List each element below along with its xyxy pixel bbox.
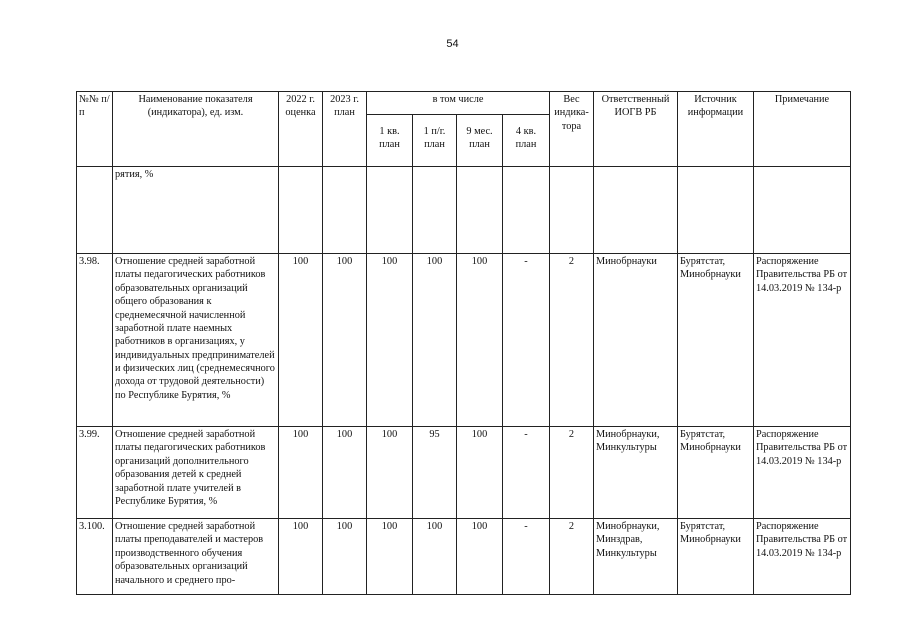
header-2022: 2022 г. оценка — [279, 92, 323, 167]
cell-9m: 100 — [457, 519, 503, 595]
cell-responsible: Минобрнауки — [594, 254, 678, 427]
cell-h1 — [413, 167, 457, 254]
cell-source — [678, 167, 754, 254]
cell-2022: 100 — [279, 254, 323, 427]
cell-name: Отношение средней заработной платы педагогических работников организаций дополнительного образования детей к средней заработной плате учителей в Республике Бурятия, % — [113, 427, 279, 519]
header-row-main — [77, 92, 851, 115]
cell-num: 3.98. — [77, 254, 113, 427]
cell-q4 — [503, 167, 550, 254]
header-name: Наименование показателя (индикатора), ед. изм. — [113, 92, 279, 167]
cell-q4: - — [503, 519, 550, 595]
cell-q4: - — [503, 254, 550, 427]
header-source: Источник информации — [678, 92, 754, 167]
table-row — [77, 427, 851, 519]
header-9m: 9 мес. план — [457, 115, 503, 167]
table-row — [77, 519, 851, 595]
cell-q1: 100 — [367, 519, 413, 595]
cell-2022: 100 — [279, 427, 323, 519]
page-number: 54 — [446, 38, 459, 50]
header-2023: 2023 г. план — [323, 92, 367, 167]
cell-h1: 100 — [413, 254, 457, 427]
cell-weight — [550, 167, 594, 254]
cell-note: Распоряжение Правительства РБ от 14.03.2019 № 134-р — [754, 427, 851, 519]
header-responsible: Ответственный ИОГВ РБ — [594, 92, 678, 167]
cell-responsible: Минобрнауки, Минкультуры — [594, 427, 678, 519]
cell-9m — [457, 167, 503, 254]
cell-9m: 100 — [457, 427, 503, 519]
cell-9m: 100 — [457, 254, 503, 427]
cell-2023: 100 — [323, 254, 367, 427]
cell-source: Бурятстат, Минобрнауки — [678, 254, 754, 427]
cell-2023: 100 — [323, 519, 367, 595]
cell-name: Отношение средней заработной платы преподавателей и мастеров производственного обучения образовательных организаций начального и среднего про- — [113, 519, 279, 595]
cell-num: 3.100. — [77, 519, 113, 595]
cell-source: Бурятстат, Минобрнауки — [678, 519, 754, 595]
header-num: №№ п/п — [77, 92, 113, 167]
cell-responsible — [594, 167, 678, 254]
cell-source: Бурятстат, Минобрнауки — [678, 427, 754, 519]
header-note: Примечание — [754, 92, 851, 167]
cell-2023 — [323, 167, 367, 254]
cell-2022: 100 — [279, 519, 323, 595]
cell-2023: 100 — [323, 427, 367, 519]
cell-q1: 100 — [367, 254, 413, 427]
cell-2022 — [279, 167, 323, 254]
cell-note — [754, 167, 851, 254]
indicators-table — [76, 91, 851, 595]
cell-q1: 100 — [367, 427, 413, 519]
header-q4: 4 кв. план — [503, 115, 550, 167]
header-q1: 1 кв. план — [367, 115, 413, 167]
table-row — [77, 254, 851, 427]
table-row — [77, 167, 851, 254]
cell-q4: - — [503, 427, 550, 519]
cell-note: Распоряжение Правительства РБ от 14.03.2019 № 134-р — [754, 254, 851, 427]
cell-name: Отношение средней заработной платы педагогических работников образовательных организаций общего образования к среднемесячной начисленной заработной плате наемных работников в организациях, у индивидуальных предпринимателей и физических лиц (среднемесячного дохода от трудовой деятельности) по Республике Бурятия, % — [113, 254, 279, 427]
cell-h1: 95 — [413, 427, 457, 519]
header-including: в том числе — [367, 92, 550, 115]
cell-num — [77, 167, 113, 254]
header-weight: Вес индика-тора — [550, 92, 594, 167]
cell-num: 3.99. — [77, 427, 113, 519]
cell-weight: 2 — [550, 519, 594, 595]
cell-name: рятия, % — [113, 167, 279, 254]
cell-q1 — [367, 167, 413, 254]
cell-weight: 2 — [550, 427, 594, 519]
cell-responsible: Минобрнауки, Минздрав, Минкультуры — [594, 519, 678, 595]
cell-weight: 2 — [550, 254, 594, 427]
cell-h1: 100 — [413, 519, 457, 595]
cell-note: Распоряжение Правительства РБ от 14.03.2019 № 134-р — [754, 519, 851, 595]
header-h1: 1 п/г. план — [413, 115, 457, 167]
